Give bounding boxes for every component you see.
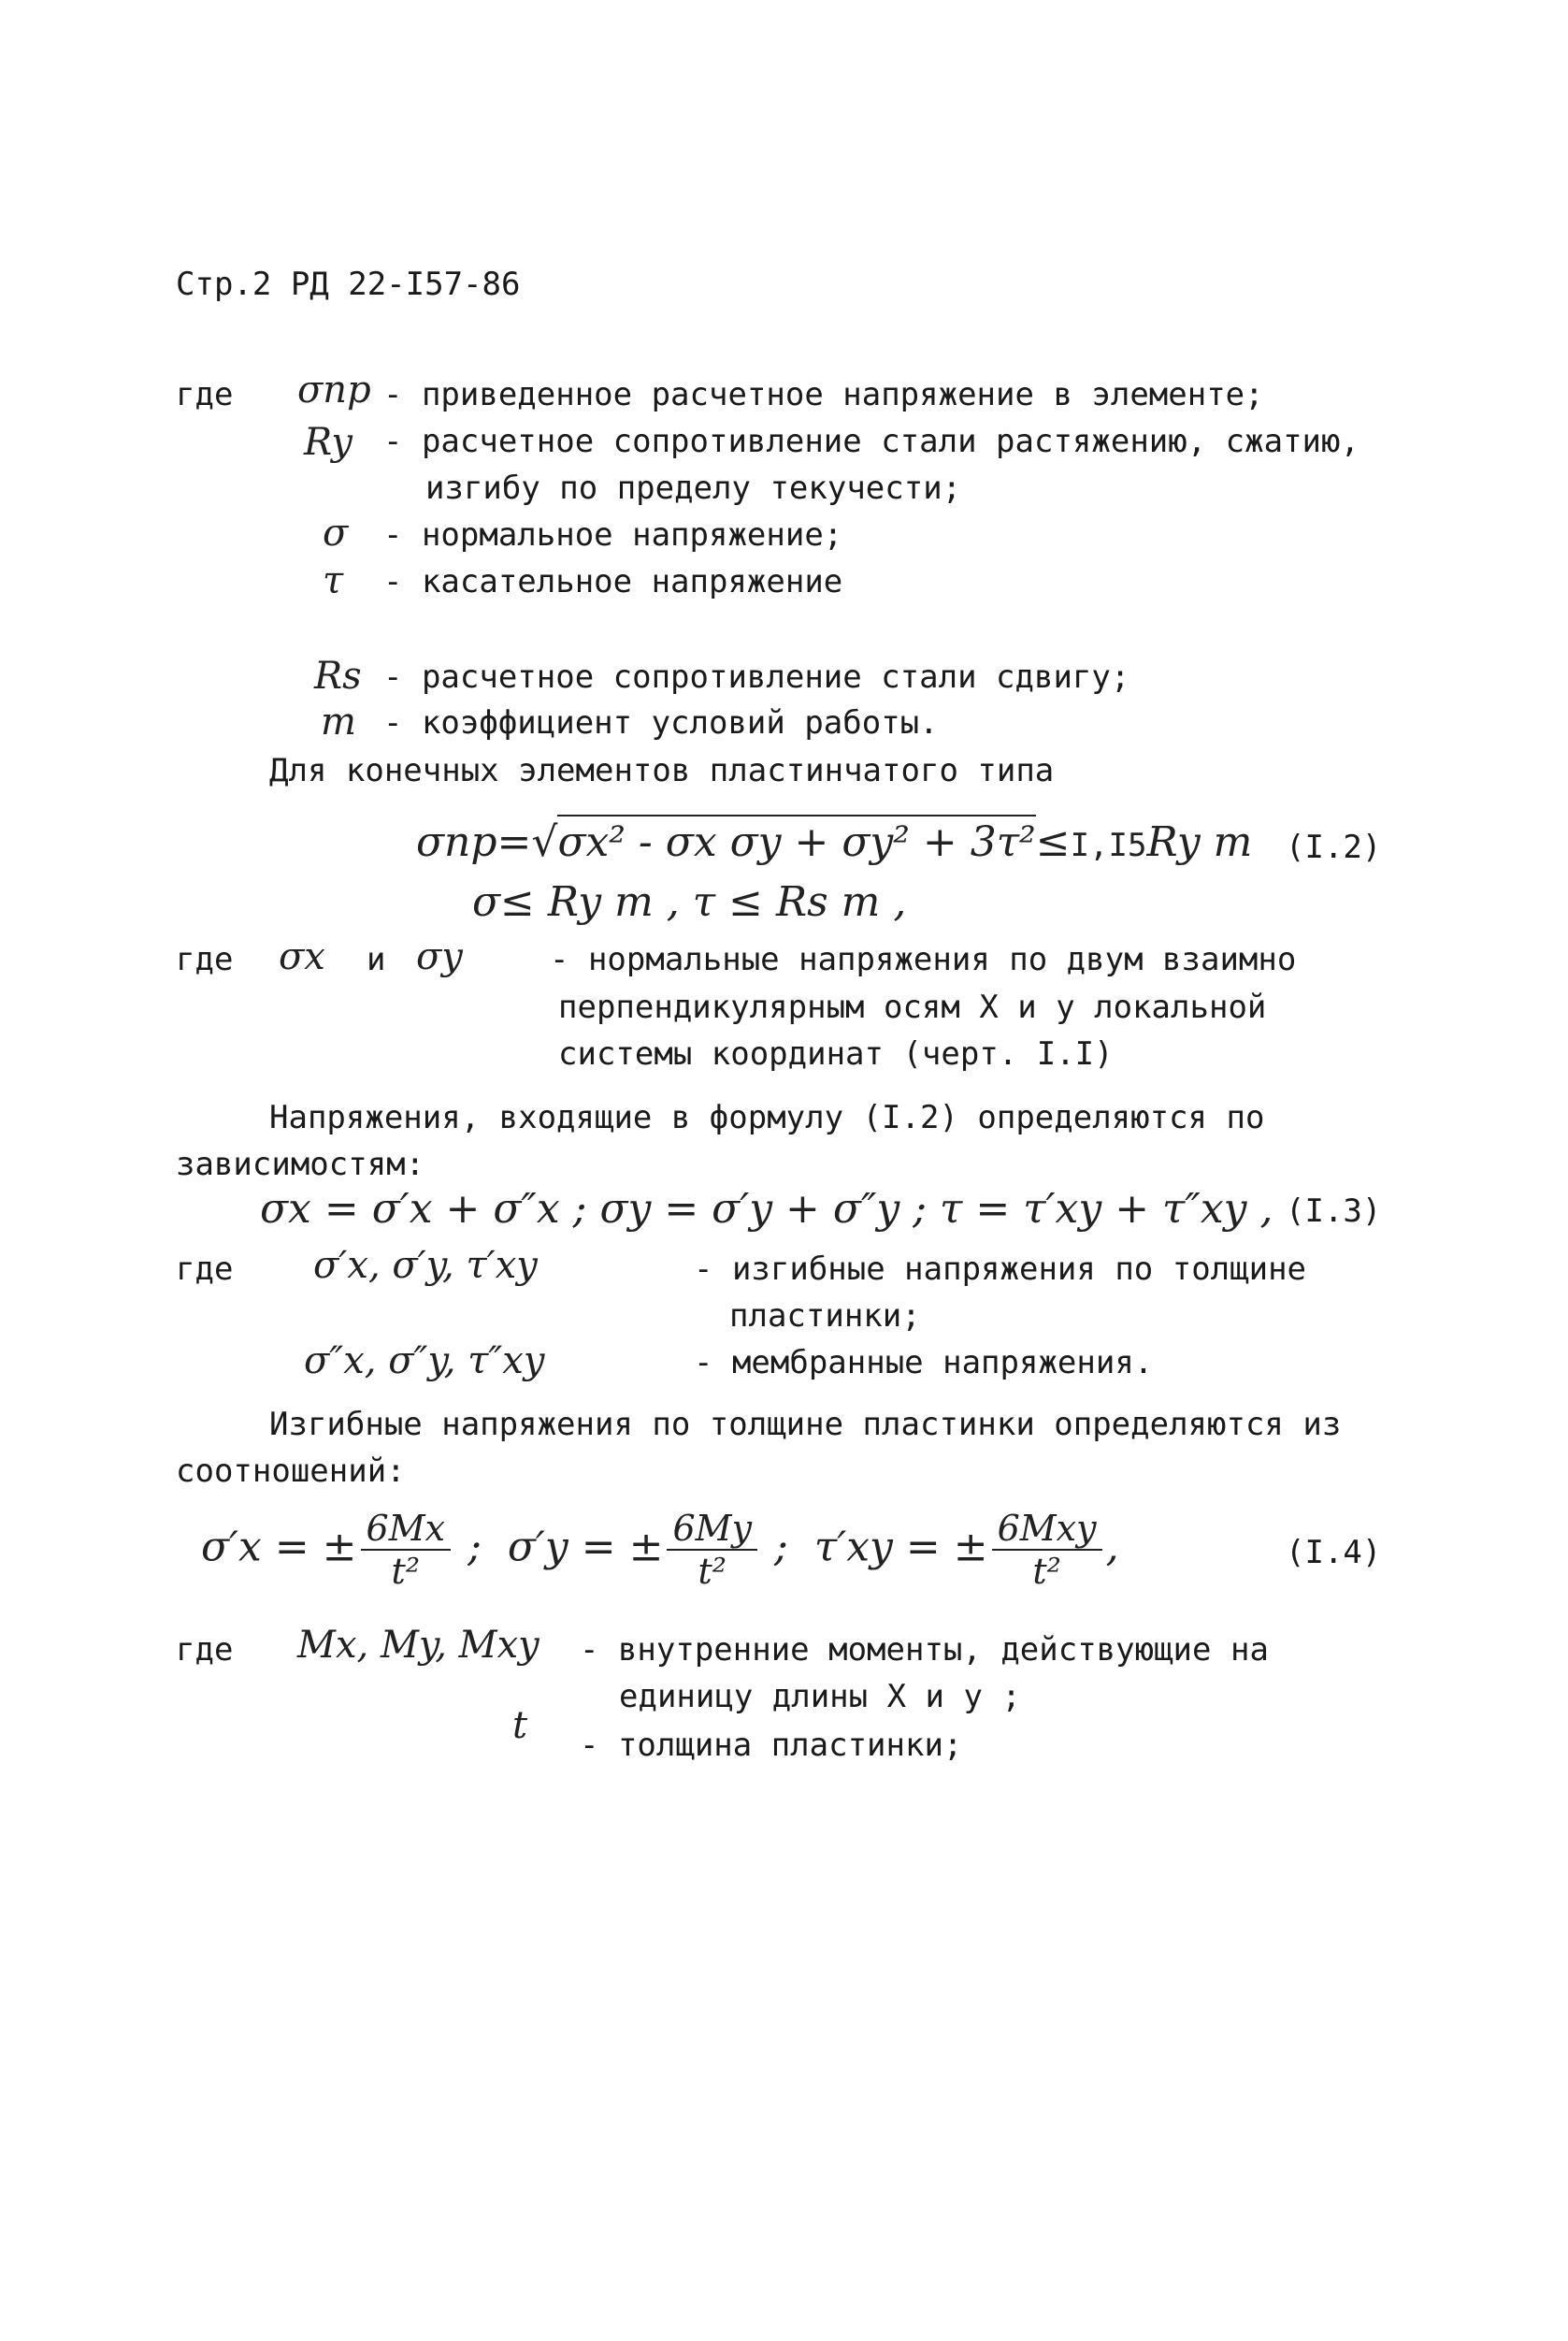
eq13-number: (I.3) — [1286, 1192, 1382, 1230]
where-label-3: где — [176, 1250, 234, 1288]
def-membrane: - мембранные напряжения. — [694, 1344, 1154, 1381]
para-stresses-line2: зависимостям: — [176, 1146, 425, 1183]
eq14-sep-1: ; — [468, 1523, 482, 1571]
where-label-2: где — [176, 941, 234, 978]
eq14-part2-lhs: σ′y = ± — [507, 1523, 664, 1571]
para-bending-line1: Изгибные напряжения по толщине пластинки определяются из — [269, 1406, 1342, 1443]
eq12-sqrt-sign: √ — [531, 818, 558, 866]
eq14-den-3: t² — [1032, 1551, 1061, 1592]
eq14-fraction-3 — [992, 1508, 1102, 1592]
symbol-sigma-y: σy — [416, 935, 463, 978]
eq14-num-2: 6My — [667, 1508, 757, 1551]
eq14-end: , — [1105, 1523, 1119, 1571]
eq14-den-2: t² — [698, 1551, 727, 1592]
def-ry-line2: изгибу по пределу текучести; — [425, 470, 962, 507]
eq12-lhs: σпр= — [416, 818, 532, 866]
def-normal-line1: - нормальные напряжения по двум взаимно — [550, 941, 1297, 978]
symbol-sigma: σ — [323, 512, 349, 555]
page-header: Стр.2 РД 22-I57-86 — [176, 266, 521, 303]
symbols-bending: σ′x, σ′y, τ′xy — [313, 1244, 538, 1287]
symbol-sigma-pr: σпр — [297, 368, 371, 412]
eq14-num-1: 6Mx — [361, 1508, 452, 1551]
eq14-fraction-1 — [361, 1508, 452, 1592]
eq12-relation: ≤ — [1035, 818, 1071, 866]
eq14-part1-lhs: σ′x = ± — [201, 1523, 357, 1571]
eq14-number: (I.4) — [1286, 1534, 1382, 1571]
symbol-t: t — [512, 1704, 528, 1747]
symbol-rs: Rs — [314, 655, 362, 698]
equation-1-4 — [201, 1508, 1119, 1592]
def-normal-line3: системы координат (черт. I.I) — [558, 1035, 1114, 1073]
def-ry-line1: - расчетное сопротивление стали растяжению, сжатию, — [383, 423, 1359, 460]
def-bending-line2: пластинки; — [729, 1297, 921, 1335]
equation-1-2 — [416, 819, 1252, 869]
intro-plate-elements: Для конечных элементов пластинчатого типа — [269, 752, 1055, 789]
eq12-radicand: σx² - σx σy + σy² + 3τ² — [557, 815, 1035, 866]
def-m: - коэффициент условий работы. — [383, 704, 939, 742]
def-rs: - расчетное сопротивление стали сдвигу; — [383, 658, 1130, 696]
symbols-moments: Mx, My, Mxy — [297, 1624, 539, 1667]
where-label: где — [176, 376, 234, 413]
symbol-sigma-x: σx — [279, 935, 325, 978]
eq14-part3-lhs: τ′xy = ± — [813, 1523, 988, 1571]
eq12-coefficient: I,I5 — [1070, 827, 1147, 864]
eq14-fraction-2 — [667, 1508, 757, 1592]
eq12-constraints: σ≤ Ry m , τ ≤ Rs m , — [472, 878, 907, 926]
eq12-number: (I.2) — [1286, 829, 1382, 866]
symbol-m: m — [321, 701, 356, 744]
eq14-sep-2: ; — [774, 1523, 788, 1571]
def-moments-line2: единицу длины X и y ; — [619, 1678, 1021, 1715]
def-thickness: - толщина пластинки; — [580, 1727, 963, 1764]
def-sigma: - нормальное напряжение; — [383, 516, 843, 554]
eq14-num-3: 6Mxy — [992, 1508, 1102, 1551]
def-sigma-pr: - приведенное расчетное напряжение в элементе; — [383, 376, 1264, 413]
equation-1-3: σx = σ′x + σ″x ; σy = σ′y + σ″y ; τ = τ′xy + τ″xy , — [260, 1185, 1273, 1233]
para-stresses-line1: Напряжения, входящие в формулу (I.2) определяются по — [269, 1099, 1265, 1136]
def-normal-line2: перпендикулярным осям X и y локальной — [558, 989, 1267, 1026]
para-bending-line2: соотношений: — [176, 1452, 406, 1490]
def-tau: - касательное напряжение — [383, 563, 843, 600]
eq12-rhs: Ry m — [1146, 818, 1253, 866]
symbol-tau: τ — [323, 559, 344, 602]
where-label-4: где — [176, 1631, 234, 1669]
eq14-den-1: t² — [391, 1551, 421, 1592]
def-moments-line1: - внутренние моменты, действующие на — [580, 1631, 1269, 1669]
symbols-membrane: σ″x, σ″y, τ″xy — [304, 1339, 545, 1382]
symbol-ry: Ry — [304, 421, 353, 464]
and-word: и — [367, 941, 386, 978]
def-bending-line1: - изгибные напряжения по толщине — [694, 1250, 1307, 1288]
